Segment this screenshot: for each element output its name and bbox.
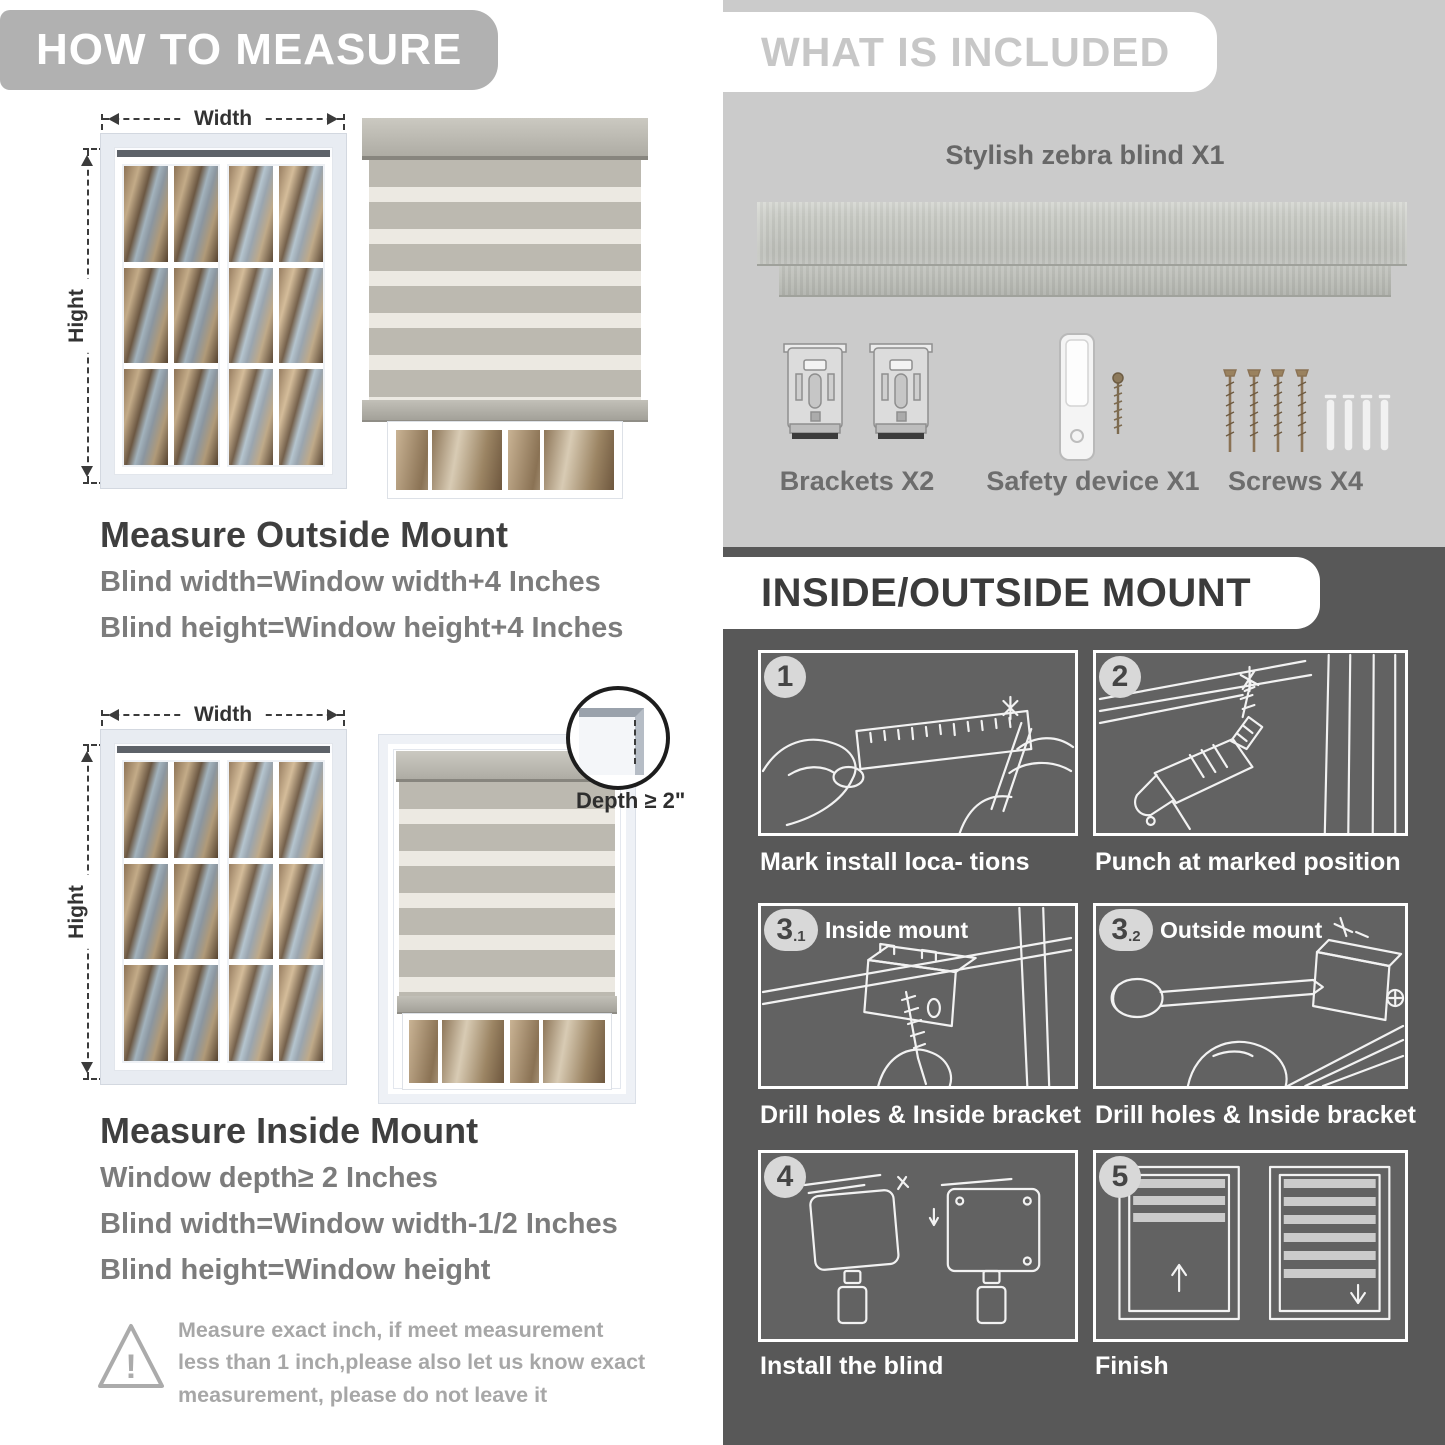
- window-sash-left: [122, 164, 220, 467]
- mark-location-illustration: [761, 653, 1075, 833]
- step-title-inside-mount: Inside mount: [825, 917, 969, 943]
- safety-device-label: Safety device X1: [986, 466, 1200, 496]
- window-below-blind: [403, 1014, 611, 1089]
- warning-triangle-icon: [96, 1320, 166, 1394]
- height-arrow-inside: [65, 746, 89, 1078]
- brackets-label: Brackets X2: [779, 466, 935, 496]
- window-photo-outside: [100, 133, 347, 489]
- outside-mount-title: Measure Outside Mount: [100, 514, 509, 555]
- what-is-included-banner: [723, 12, 1217, 92]
- width-label: Width: [182, 703, 264, 727]
- screws-image: [1212, 366, 1392, 467]
- inside-mount-title: Measure Inside Mount: [100, 1110, 479, 1151]
- install-blind-illustration: [761, 1153, 1075, 1339]
- width-arrow-outside: [103, 106, 343, 130]
- mount-title: INSIDE/OUTSIDE MOUNT: [761, 570, 1252, 615]
- step-panel-5: [1093, 1150, 1408, 1342]
- step-panel-3-2: [1093, 903, 1408, 1089]
- window-below-blind: [388, 422, 622, 498]
- outside-mount-line2: Blind height=Window height+4 Inches: [100, 612, 624, 644]
- blind-bottom-rail: [397, 996, 617, 1014]
- screws-label: Screws X4: [1227, 466, 1364, 496]
- step-caption-2: Punch at marked position: [1095, 848, 1401, 876]
- step-caption-5: Finish: [1095, 1352, 1169, 1380]
- outside-mount-line1: Blind width=Window width+4 Inches: [100, 566, 601, 598]
- step-caption-4: Install the blind: [760, 1352, 944, 1380]
- inside-mount-line1: Window depth≥ 2 Inches: [100, 1162, 438, 1194]
- height-arrow-outside: [65, 150, 89, 482]
- step-caption-1: Mark install loca- tions: [760, 848, 1030, 876]
- blind-qty-label: Stylish zebra blind X1: [945, 140, 1225, 170]
- window-sash-right: [227, 760, 325, 1063]
- inside-mount-line2: Blind width=Window width-1/2 Inches: [100, 1208, 618, 1240]
- blind-stripes: [369, 160, 641, 400]
- width-label: Width: [182, 107, 264, 131]
- window-top-rail: [117, 150, 330, 157]
- width-arrow-inside: [103, 702, 343, 726]
- blind-bottom-rail: [362, 400, 648, 422]
- safety-device-image: [1042, 330, 1142, 475]
- step-badge: 3 .2: [1099, 909, 1153, 951]
- depth-callout-circle: [566, 686, 670, 790]
- depth-note: Depth ≥ 2": [576, 788, 686, 813]
- height-label: Hight: [63, 875, 91, 949]
- step-caption-3-2: Drill holes & Inside bracket: [1095, 1101, 1416, 1129]
- finish-illustration: [1096, 1153, 1405, 1339]
- step-title-outside-mount: Outside mount: [1160, 917, 1323, 943]
- window-sash-right: [227, 164, 325, 467]
- brackets-image: [780, 336, 940, 453]
- step-badge: 5: [1099, 1156, 1141, 1198]
- window-frame: [114, 147, 333, 475]
- zebra-blind-outside-mount: [362, 118, 648, 493]
- step-panel-2: [1093, 650, 1408, 836]
- height-label: Hight: [63, 279, 91, 353]
- window-photo-inside: [100, 729, 347, 1085]
- step-panel-3-1: [758, 903, 1078, 1089]
- how-to-measure-banner: [0, 10, 498, 90]
- step-panel-1: [758, 650, 1078, 836]
- step-badge: 4: [764, 1156, 806, 1198]
- step-badge: 3 .1: [764, 909, 818, 951]
- inside-mount-line3: Blind height=Window height: [100, 1254, 491, 1286]
- warning-exclamation: !: [125, 1348, 137, 1386]
- window-top-rail: [117, 746, 330, 753]
- head-rail-image: [757, 202, 1407, 266]
- head-rail-lip: [779, 266, 1391, 297]
- step-badge: 1: [764, 656, 806, 698]
- step-panel-4: [758, 1150, 1078, 1342]
- how-to-measure-title: HOW TO MEASURE: [36, 25, 463, 74]
- depth-dashed-line: [634, 720, 636, 764]
- step-badge: 2: [1099, 656, 1141, 698]
- blind-stripes: [399, 782, 615, 996]
- drill-illustration: [1096, 653, 1405, 833]
- window-sash-left: [122, 760, 220, 1063]
- step-caption-3-1: Drill holes & Inside bracket: [760, 1101, 1081, 1129]
- warning-text: Measure exact inch, if meet measurement less than 1 inch,please also let us know exact measurement, please do not leave it: [178, 1318, 646, 1407]
- what-is-included-title: WHAT IS INCLUDED: [761, 28, 1171, 75]
- window-frame: [114, 743, 333, 1071]
- blind-cassette: [362, 118, 648, 160]
- mount-banner: [723, 557, 1320, 629]
